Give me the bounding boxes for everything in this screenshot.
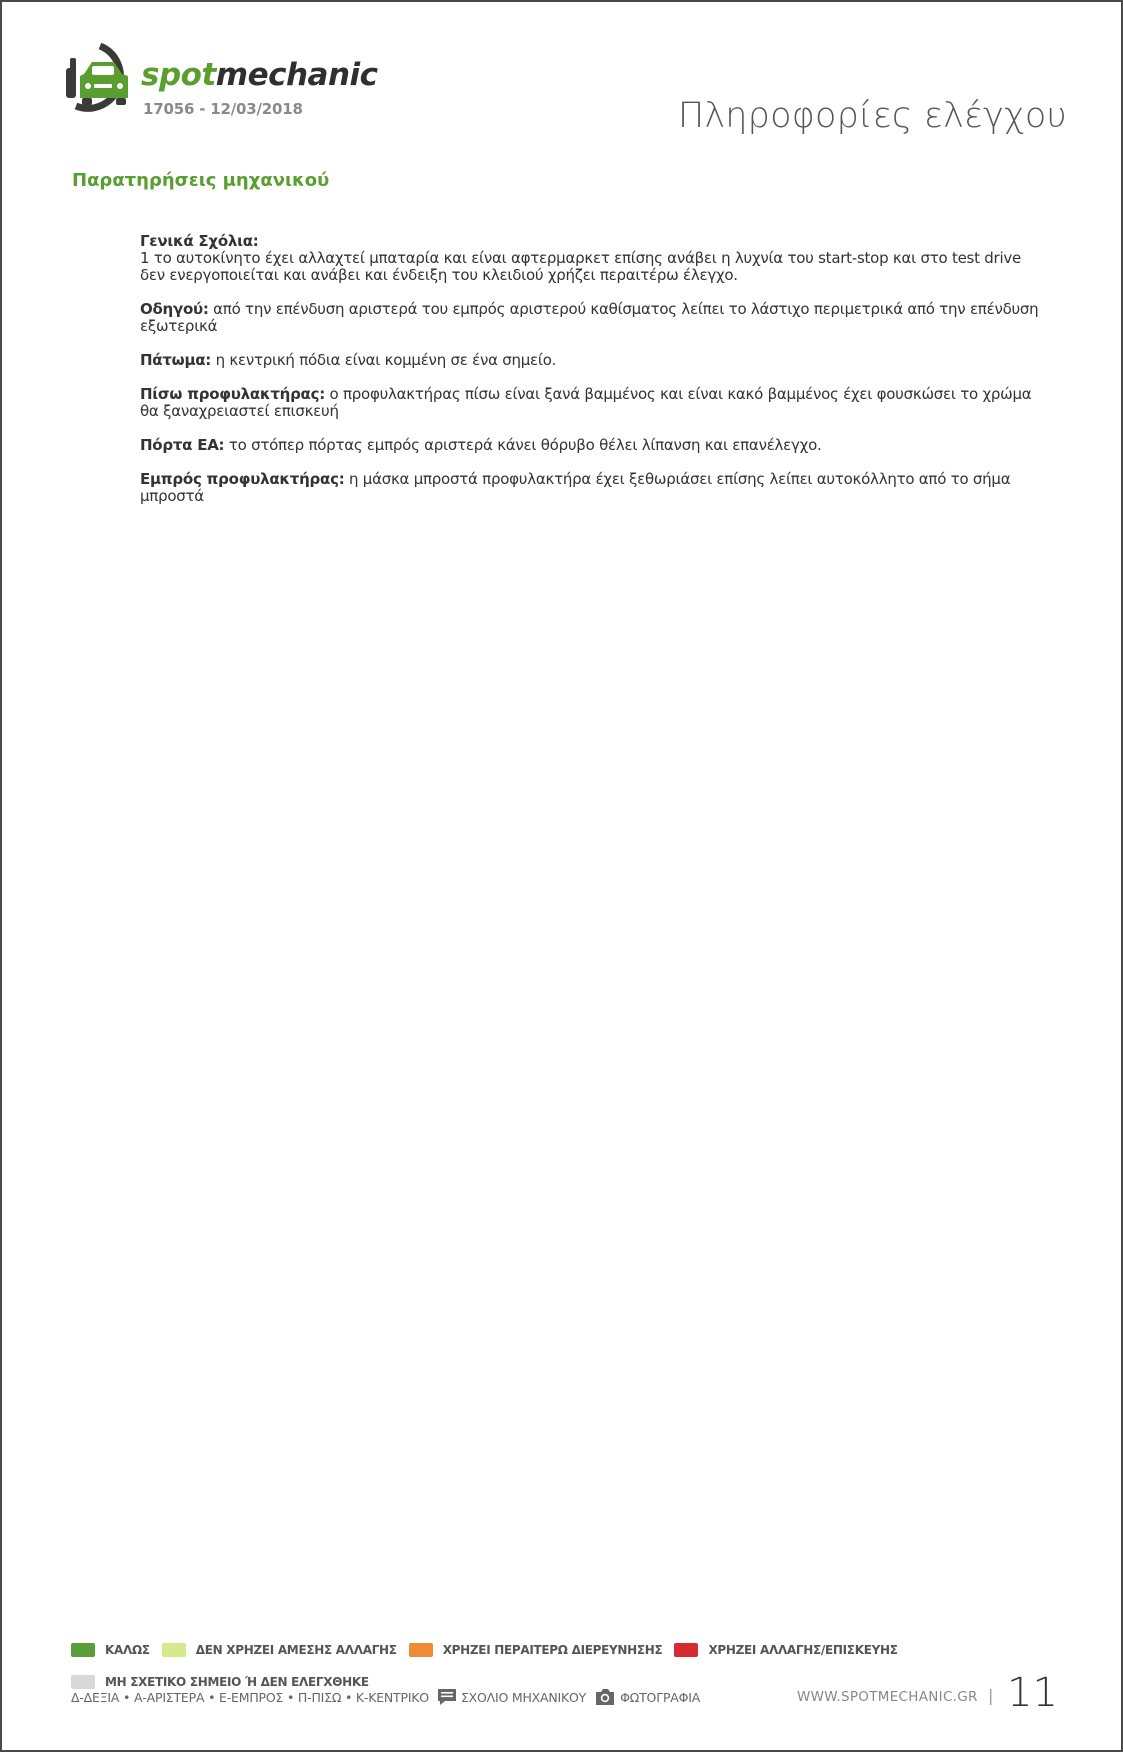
brand-name-mechanic: mechanic (215, 57, 378, 93)
legend-item-needs-repair (674, 1643, 897, 1657)
position-abbreviations: Δ-ΔΕΞΙΑ • Α-ΑΡΙΣΤΕΡΑ • Ε-ΕΜΠΡΟΣ • Π-ΠΙΣΩ • Κ-ΚΕΝΤΡΙΚΟ (71, 1689, 429, 1705)
note-text: το στόπερ πόρτας εμπρός αριστερά κάνει θόρυβο θέλει λίπανση και επανέλεγχο. (228, 436, 822, 454)
brand-name (141, 57, 378, 93)
note-door-front-left (140, 437, 1040, 454)
logo-car-icon (64, 40, 136, 120)
legend-swatch (162, 1643, 186, 1657)
legend-item-further-investigation (409, 1643, 663, 1657)
comment-icon (437, 1688, 457, 1706)
note-text: 1 το αυτοκίνητο έχει αλλαχτεί μπαταρία και είναι αφτερμαρκετ επίσης ανάβει η λυχνία του start-stop και στο test drive δεν ενεργοποιείται και ανάβει και ένδειξη του κλειδιού χρήζει περαιτέρω έλεγχο. (140, 249, 1021, 284)
legend-item-good (71, 1643, 150, 1657)
legend-swatch (71, 1643, 95, 1657)
note-label: Πίσω προφυλακτήρας: (140, 385, 325, 403)
note-label: Γενικά Σχόλια: (140, 232, 259, 250)
comment-legend-label: ΣΧΟΛΙΟ ΜΗΧΑΝΙΚΟΥ (460, 1689, 587, 1705)
spotmechanic-logo (64, 40, 404, 122)
note-label: Εμπρός προφυλακτήρας: (140, 470, 345, 488)
brand-name-spot: spot (141, 57, 216, 93)
legend-item-not-applicable (71, 1675, 369, 1689)
abbreviations-row (71, 1688, 700, 1706)
note-general (140, 233, 1040, 284)
legend-swatch (71, 1675, 95, 1689)
legend-item-no-immediate-change (162, 1643, 397, 1657)
legend-swatch (409, 1643, 433, 1657)
page-number: 11 (1007, 1670, 1058, 1716)
note-label: Πόρτα ΕΑ: (140, 436, 225, 454)
note-floor (140, 352, 1040, 369)
legend-swatch (674, 1643, 698, 1657)
note-front-bumper (140, 471, 1040, 505)
note-label: Πάτωμα: (140, 351, 212, 369)
page-title: Πληροφορίες ελέγχου (677, 96, 1067, 136)
footer-separator: | (988, 1686, 994, 1705)
legend-row-1 (71, 1641, 1071, 1659)
legend-label: ΧΡΗΖΕΙ ΑΛΛΑΓΗΣ/ΕΠΙΣΚΕΥΗΣ (708, 1643, 898, 1657)
note-text: η κεντρική πόδια είναι κομμένη σε ένα σημείο. (215, 351, 557, 369)
legend-label: ΧΡΗΖΕΙ ΠΕΡΑΙΤΕΡΩ ΔΙΕΡΕΥΝΗΣΗΣ (442, 1643, 663, 1657)
note-text: από την επένδυση αριστερά του εμπρός αριστερού καθίσματος λείπει το λάστιχο περιμετρικά από την επένδυση εξωτερικά (140, 300, 1039, 335)
note-rear-bumper (140, 386, 1040, 420)
section-title: Παρατηρήσεις μηχανικού (72, 170, 330, 191)
note-text: η μάσκα μπροστά προφυλακτήρα έχει ξεθωριάσει επίσης λείπει αυτοκόλλητο από το σήμα μπροστά (140, 470, 1011, 505)
website-link[interactable]: WWW.SPOTMECHANIC.GR (797, 1689, 978, 1705)
note-driver (140, 301, 1040, 335)
legend-label: ΜΗ ΣΧΕΤΙΚΟ ΣΗΜΕΙΟ Ή ΔΕΝ ΕΛΕΓΧΘΗΚΕ (105, 1675, 369, 1689)
report-reference: 17056 - 12/03/2018 (143, 100, 303, 118)
note-text: ο προφυλακτήρας πίσω είναι ξανά βαμμένος και είναι κακό βαμμένος έχει φουσκώσει το χρώμα θα ξαναχρειαστεί επισκευή (140, 385, 1032, 420)
camera-icon (594, 1688, 616, 1706)
note-label: Οδηγού: (140, 300, 209, 318)
legend-label: ΔΕΝ ΧΡΗΖΕΙ ΑΜΕΣΗΣ ΑΛΛΑΓΗΣ (195, 1643, 397, 1657)
legend-label: ΚΑΛΩΣ (105, 1643, 150, 1657)
mechanic-notes (140, 233, 1040, 522)
photo-legend-label: ΦΩΤΟΓΡΑΦΙΑ (620, 1689, 701, 1705)
